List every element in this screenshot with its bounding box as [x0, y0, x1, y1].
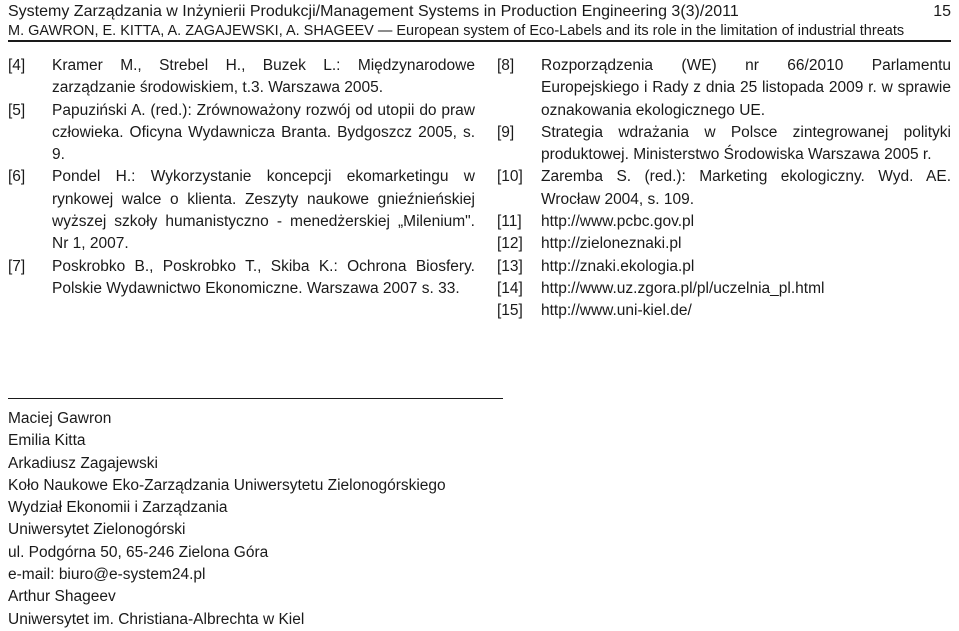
reference-item: [497, 278, 951, 300]
reference-item: [497, 55, 951, 122]
journal-title: Systemy Zarządzania w Inżynierii Produkcji/Management Systems in Production Engineering 3(3)/2011: [8, 3, 739, 20]
reference-item: [497, 211, 951, 233]
reference-item: [497, 122, 951, 167]
author-name: Arthur Shageev: [8, 588, 116, 606]
reference-link[interactable]: http://zieloneznaki.pl: [541, 235, 682, 253]
author-affiliation: Uniwersytet im. Christiana-Albrechta w Kiel: [8, 610, 305, 628]
author-email[interactable]: e-mail: biuro@e-system24.pl: [8, 566, 206, 584]
reference-link[interactable]: http://www.uni-kiel.de/: [541, 302, 692, 320]
reference-number: [4]: [8, 57, 26, 74]
author-affiliation: Wydział Ekonomii i Zarządzania: [8, 499, 228, 517]
reference-item: [497, 233, 951, 255]
reference-text: Zaremba S. (red.): Marketing ekologiczny. Wyd. AE. Wrocław 2004, s. 109.: [541, 168, 951, 208]
reference-link[interactable]: http://www.uz.zgora.pl/pl/uczelnia_pl.html: [541, 279, 825, 297]
reference-item: [8, 100, 475, 167]
author-name: Maciej Gawron: [8, 410, 112, 427]
page-number: 15: [933, 3, 951, 20]
reference-item: [8, 55, 475, 100]
page-header: [8, 2, 951, 40]
author-name: Arkadiusz Zagajewski: [8, 454, 158, 472]
reference-number: [10]: [497, 168, 523, 186]
reference-number: [6]: [8, 168, 26, 186]
author-affiliation: Koło Naukowe Eko-Zarządzania Uniwersytetu Zielonogórskiego: [8, 476, 446, 494]
header-divider: [8, 40, 951, 42]
reference-link[interactable]: http://znaki.ekologia.pl: [541, 257, 695, 275]
reference-text: Papuziński A. (red.): Zrównoważony rozwój od utopii do praw człowieka. Oficyna Wydawnicza Branta. Bydgoszcz 2005, s. 9.: [52, 101, 475, 164]
reference-item: [8, 166, 475, 255]
reference-number: [9]: [497, 123, 515, 141]
reference-text: Kramer M., Strebel H., Buzek L.: Międzynarodowe zarządzanie środowiskiem, t.3. Warszawa 2005.: [52, 57, 475, 97]
reference-text: Poskrobko B., Poskrobko T., Skiba K.: Ochrona Biosfery. Polskie Wydawnictwo Ekonomiczne. Warszawa 2007 s. 33.: [52, 257, 475, 297]
references-right-column: [497, 55, 951, 323]
author-address: ul. Podgórna 50, 65-246 Zielona Góra: [8, 543, 269, 561]
article-running-title: M. GAWRON, E. KITTA, A. ZAGAJEWSKI, A. SHAGEEV — European system of Eco-Labels and its role in the limitation of industrial threats: [8, 23, 905, 39]
reference-text: Pondel H.: Wykorzystanie koncepcji ekomarketingu w rynkowej walce o klienta. Zeszyty naukowe gnieźnieńskiej wyższej szkoły humanistyczno - menedżerskiej „Milenium". Nr 1, 2007.: [52, 168, 475, 253]
author-name: Emilia Kitta: [8, 432, 86, 450]
reference-number: [12]: [497, 235, 523, 253]
reference-number: [5]: [8, 101, 26, 119]
reference-item: [497, 256, 951, 278]
reference-text: Strategia wdrażania w Polsce zintegrowanej polityki produktowej. Ministerstwo Środowiska Warszawa 2005 r.: [541, 123, 951, 164]
reference-number: [7]: [8, 257, 26, 275]
reference-number: [8]: [497, 57, 515, 74]
reference-number: [14]: [497, 279, 523, 297]
reference-item: [8, 256, 475, 301]
reference-item: [497, 300, 951, 322]
reference-item: [497, 166, 951, 211]
reference-link[interactable]: http://www.pcbc.gov.pl: [541, 213, 695, 231]
reference-number: [13]: [497, 257, 523, 275]
reference-text: Rozporządzenia (WE) nr 66/2010 Parlamentu Europejskiego i Rady z dnia 25 listopada 2009 r. w sprawie oznakowania ekologicznego UE.: [541, 57, 951, 119]
author-info: [8, 408, 446, 631]
footnote-divider: [8, 398, 503, 399]
reference-number: [15]: [497, 302, 523, 320]
references-left-column: [8, 55, 475, 300]
header-journal-line: [8, 2, 951, 22]
author-affiliation: Uniwersytet Zielonogórski: [8, 521, 186, 539]
reference-number: [11]: [497, 213, 522, 231]
